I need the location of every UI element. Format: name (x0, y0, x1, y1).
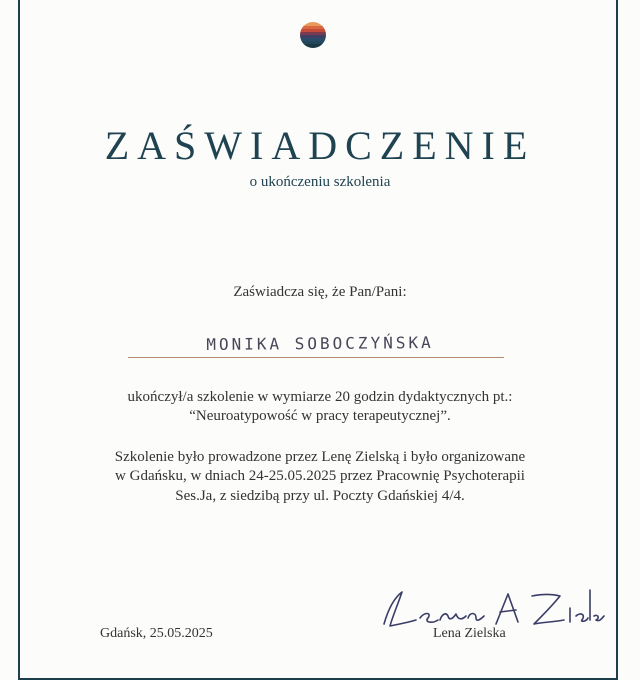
certificate-subtitle: o ukończeniu szkolenia (249, 174, 391, 190)
certificate-title: ZAŚWIADCZENIE (104, 123, 536, 168)
signer-name: Lena Zielska (433, 626, 506, 641)
course-title: “Neuroatypowość w pracy terapeutycznej”. (189, 408, 451, 424)
details-line-3: Ses.Ja, z siedzibą przy ul. Poczty Gdańskiej 4/4. (175, 488, 465, 504)
name-underline (128, 357, 504, 358)
place-and-date: Gdańsk, 25.05.2025 (100, 626, 213, 641)
details-line-1: Szkolenie było prowadzone przez Lenę Zielską i było organizowane (114, 449, 526, 465)
participant-name: MONIKA SOBOCZYŃSKA (206, 333, 434, 354)
details-line-2: w Gdańsku, w dniach 24-25.05.2025 przez Pracownię Psychoterapii (115, 468, 525, 484)
course-line-1: ukończył/a szkolenie w wymiarze 20 godzin dydaktycznych pt.: (127, 389, 513, 405)
intro-text: Zaświadcza się, że Pan/Pani: (233, 284, 407, 300)
sunset-stripes-logo (300, 22, 326, 48)
